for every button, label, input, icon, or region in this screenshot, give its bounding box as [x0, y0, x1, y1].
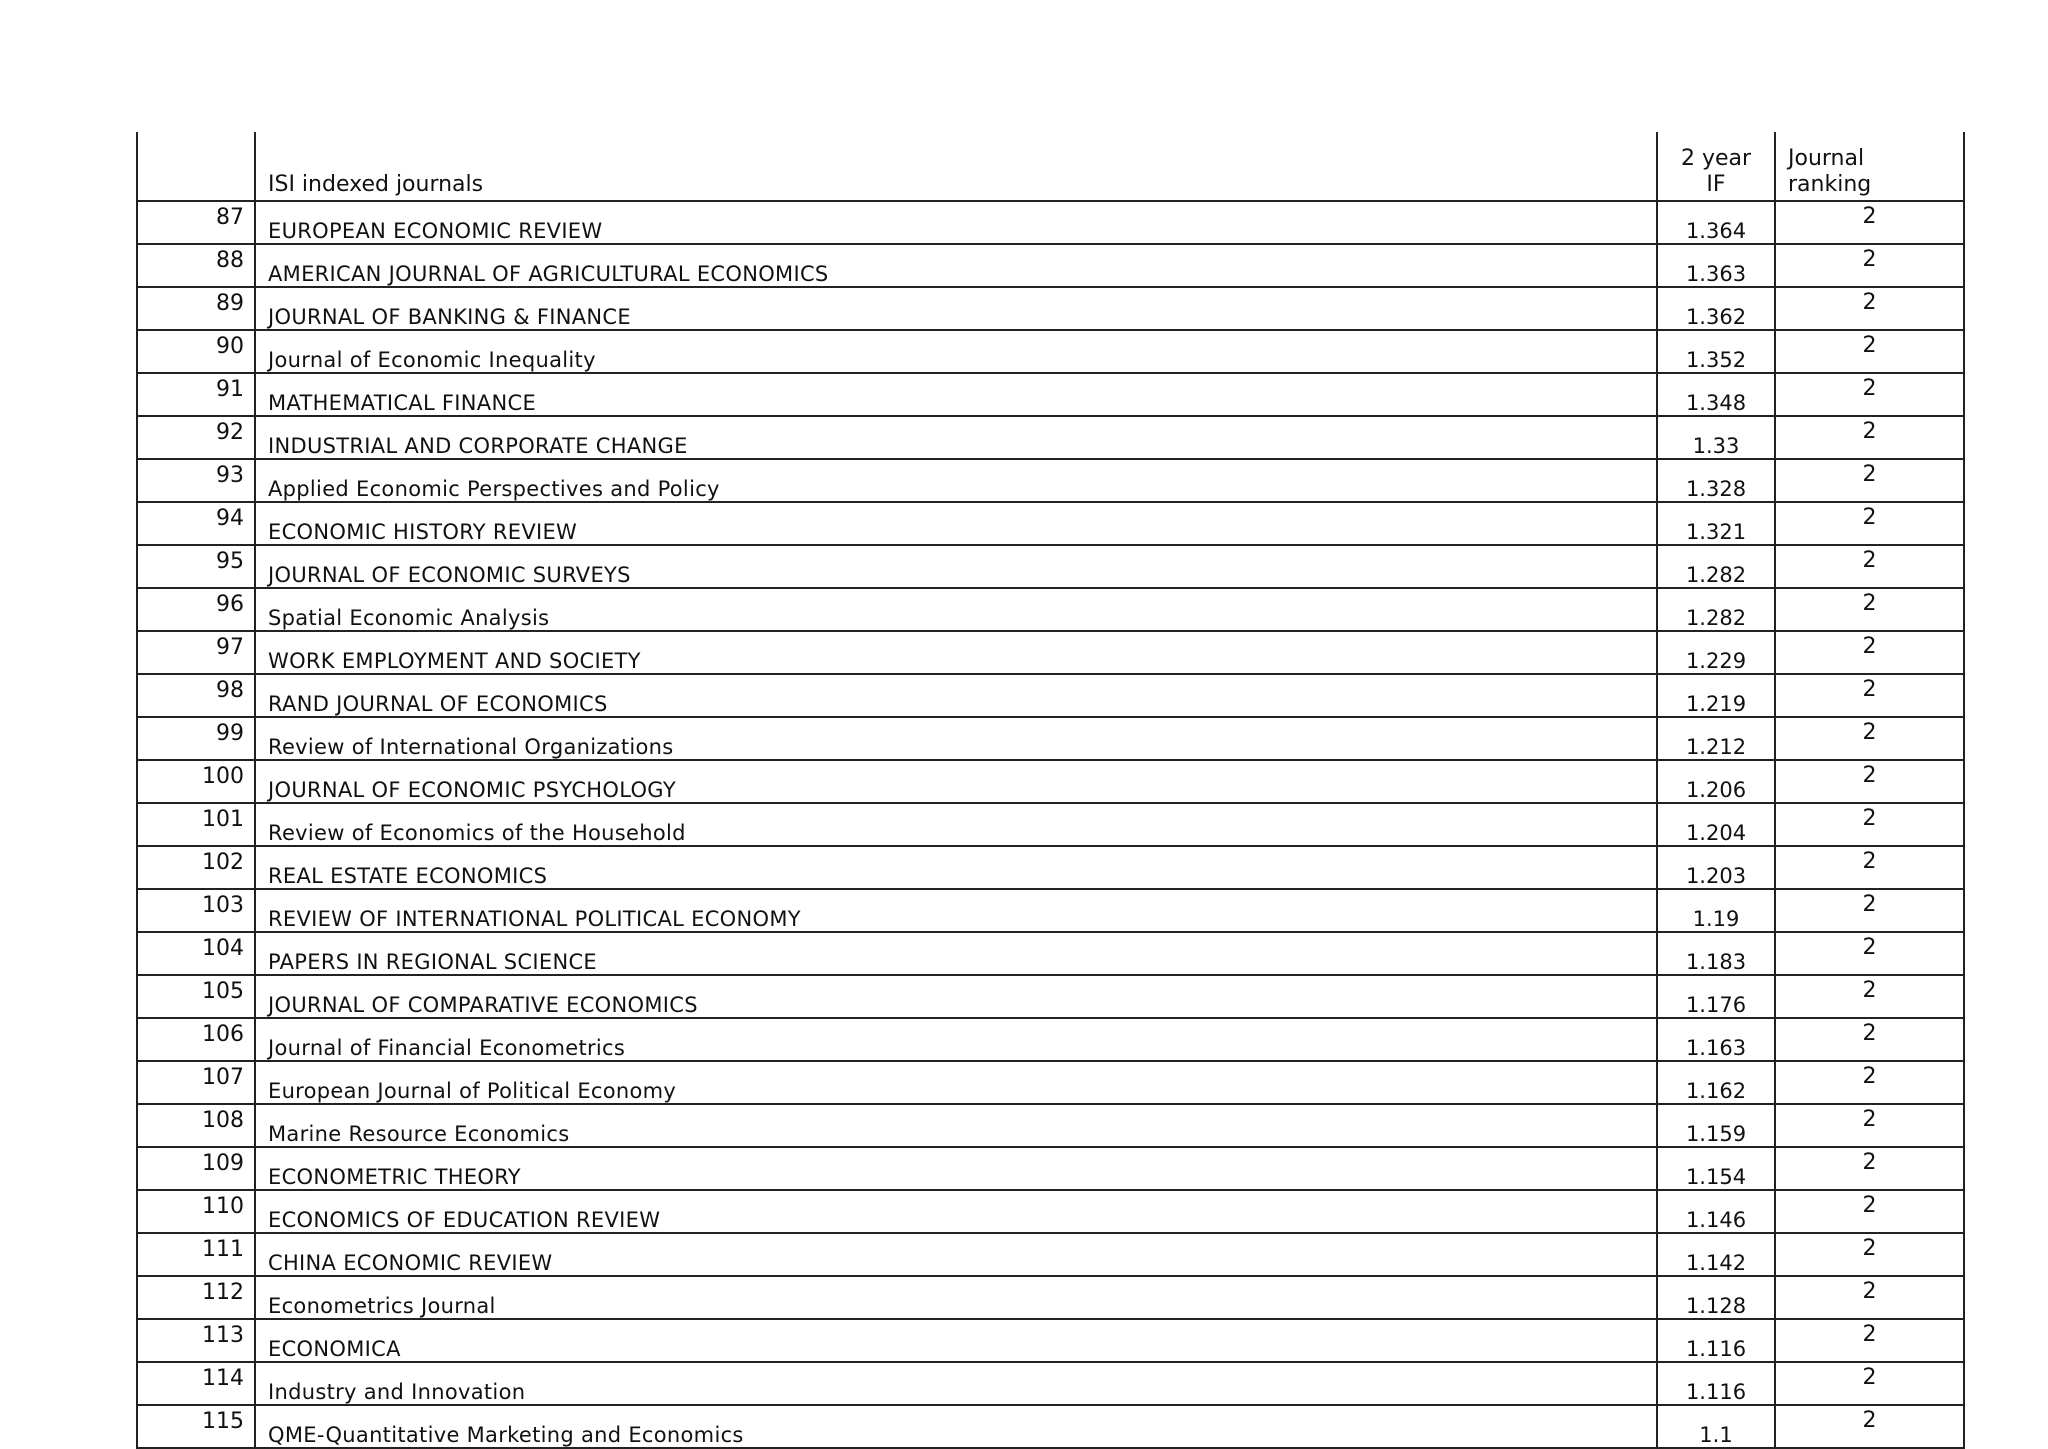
table-row [137, 803, 1964, 846]
journal-ranking-cell: 2 [1775, 1147, 1964, 1190]
impact-factor-cell: 1.116 [1657, 1319, 1775, 1362]
table-row [137, 545, 1964, 588]
impact-factor-cell: 1.204 [1657, 803, 1775, 846]
rank-cell: 93 [137, 459, 255, 502]
impact-factor-cell: 1.362 [1657, 287, 1775, 330]
journal-name-cell: REVIEW OF INTERNATIONAL POLITICAL ECONOMY [255, 889, 1657, 932]
impact-factor-cell: 1.321 [1657, 502, 1775, 545]
header-journal-ranking-line1: Journal [1788, 146, 1865, 171]
table-row [137, 975, 1964, 1018]
rank-cell: 102 [137, 846, 255, 889]
rank-cell: 89 [137, 287, 255, 330]
journal-ranking-cell: 2 [1775, 373, 1964, 416]
header-impact-factor-line1: 2 year [1680, 146, 1752, 171]
rank-cell: 108 [137, 1104, 255, 1147]
impact-factor-cell: 1.142 [1657, 1233, 1775, 1276]
impact-factor-cell: 1.33 [1657, 416, 1775, 459]
rank-cell: 92 [137, 416, 255, 459]
journal-name-cell: Applied Economic Perspectives and Policy [255, 459, 1657, 502]
table-row [137, 717, 1964, 760]
journal-name-cell: Spatial Economic Analysis [255, 588, 1657, 631]
table-row [137, 373, 1964, 416]
journal-ranking-cell: 2 [1775, 244, 1964, 287]
rank-cell: 103 [137, 889, 255, 932]
header-rank [137, 132, 255, 201]
journal-name-cell: PAPERS IN REGIONAL SCIENCE [255, 932, 1657, 975]
rank-cell: 101 [137, 803, 255, 846]
table-header [137, 132, 1964, 201]
journal-name-cell: QME-Quantitative Marketing and Economics [255, 1405, 1657, 1448]
rank-cell: 109 [137, 1147, 255, 1190]
journal-name-cell: INDUSTRIAL AND CORPORATE CHANGE [255, 416, 1657, 459]
journal-name-cell: Econometrics Journal [255, 1276, 1657, 1319]
table-row [137, 889, 1964, 932]
journal-name-cell: JOURNAL OF COMPARATIVE ECONOMICS [255, 975, 1657, 1018]
impact-factor-cell: 1.219 [1657, 674, 1775, 717]
impact-factor-cell: 1.348 [1657, 373, 1775, 416]
table-row [137, 502, 1964, 545]
table-row [137, 1147, 1964, 1190]
journal-ranking-cell: 2 [1775, 545, 1964, 588]
rank-cell: 111 [137, 1233, 255, 1276]
journal-ranking-cell: 2 [1775, 416, 1964, 459]
journal-name-cell: Journal of Financial Econometrics [255, 1018, 1657, 1061]
impact-factor-cell: 1.206 [1657, 760, 1775, 803]
table-row [137, 1104, 1964, 1147]
journal-name-cell: Industry and Innovation [255, 1362, 1657, 1405]
rank-cell: 100 [137, 760, 255, 803]
table-row [137, 244, 1964, 287]
journal-ranking-cell: 2 [1775, 502, 1964, 545]
journal-ranking-cell: 2 [1775, 1405, 1964, 1448]
impact-factor-cell: 1.212 [1657, 717, 1775, 760]
journal-ranking-cell: 2 [1775, 287, 1964, 330]
journal-ranking-cell: 2 [1775, 1276, 1964, 1319]
journal-name-cell: CHINA ECONOMIC REVIEW [255, 1233, 1657, 1276]
table-row [137, 1233, 1964, 1276]
rank-cell: 110 [137, 1190, 255, 1233]
journal-ranking-cell: 2 [1775, 1018, 1964, 1061]
impact-factor-cell: 1.1 [1657, 1405, 1775, 1448]
table-row [137, 1319, 1964, 1362]
journal-name-cell: JOURNAL OF BANKING & FINANCE [255, 287, 1657, 330]
impact-factor-cell: 1.203 [1657, 846, 1775, 889]
header-row [137, 132, 1964, 201]
journal-name-cell: ECONOMIC HISTORY REVIEW [255, 502, 1657, 545]
rank-cell: 106 [137, 1018, 255, 1061]
rank-cell: 88 [137, 244, 255, 287]
rank-cell: 94 [137, 502, 255, 545]
impact-factor-cell: 1.282 [1657, 545, 1775, 588]
journal-ranking-cell: 2 [1775, 1104, 1964, 1147]
journal-ranking-cell: 2 [1775, 459, 1964, 502]
journal-ranking-cell: 2 [1775, 932, 1964, 975]
table-row [137, 1405, 1964, 1448]
journal-ranking-cell: 2 [1775, 760, 1964, 803]
journal-ranking-table [136, 132, 1965, 1449]
rank-cell: 112 [137, 1276, 255, 1319]
impact-factor-cell: 1.154 [1657, 1147, 1775, 1190]
rank-cell: 98 [137, 674, 255, 717]
journal-name-cell: REAL ESTATE ECONOMICS [255, 846, 1657, 889]
journal-name-cell: European Journal of Political Economy [255, 1061, 1657, 1104]
impact-factor-cell: 1.176 [1657, 975, 1775, 1018]
journal-ranking-cell: 2 [1775, 674, 1964, 717]
header-impact-factor-line2: IF [1706, 172, 1726, 197]
header-impact-factor [1657, 132, 1775, 201]
table-row [137, 588, 1964, 631]
journal-ranking-cell: 2 [1775, 1233, 1964, 1276]
impact-factor-cell: 1.363 [1657, 244, 1775, 287]
header-journal: ISI indexed journals [255, 132, 1657, 201]
header-journal-ranking-line2: ranking [1788, 172, 1872, 197]
impact-factor-cell: 1.159 [1657, 1104, 1775, 1147]
table-row [137, 1190, 1964, 1233]
journal-ranking-cell: 2 [1775, 1190, 1964, 1233]
impact-factor-cell: 1.352 [1657, 330, 1775, 373]
journal-name-cell: Marine Resource Economics [255, 1104, 1657, 1147]
journal-name-cell: WORK EMPLOYMENT AND SOCIETY [255, 631, 1657, 674]
journal-ranking-cell: 2 [1775, 846, 1964, 889]
journal-name-cell: Review of International Organizations [255, 717, 1657, 760]
journal-name-cell: ECONOMETRIC THEORY [255, 1147, 1657, 1190]
rank-cell: 91 [137, 373, 255, 416]
journal-ranking-cell: 2 [1775, 631, 1964, 674]
impact-factor-cell: 1.183 [1657, 932, 1775, 975]
table-row [137, 1018, 1964, 1061]
impact-factor-cell: 1.163 [1657, 1018, 1775, 1061]
impact-factor-cell: 1.146 [1657, 1190, 1775, 1233]
journal-ranking-cell: 2 [1775, 889, 1964, 932]
rank-cell: 114 [137, 1362, 255, 1405]
table-row [137, 760, 1964, 803]
journal-name-cell: EUROPEAN ECONOMIC REVIEW [255, 201, 1657, 244]
impact-factor-cell: 1.116 [1657, 1362, 1775, 1405]
journal-name-cell: ECONOMICS OF EDUCATION REVIEW [255, 1190, 1657, 1233]
rank-cell: 113 [137, 1319, 255, 1362]
journal-name-cell: JOURNAL OF ECONOMIC PSYCHOLOGY [255, 760, 1657, 803]
table-row [137, 1276, 1964, 1319]
impact-factor-cell: 1.282 [1657, 588, 1775, 631]
journal-ranking-cell: 2 [1775, 1362, 1964, 1405]
journal-ranking-cell: 2 [1775, 1061, 1964, 1104]
table-row [137, 674, 1964, 717]
rank-cell: 95 [137, 545, 255, 588]
journal-ranking-cell: 2 [1775, 330, 1964, 373]
journal-ranking-cell: 2 [1775, 717, 1964, 760]
impact-factor-cell: 1.364 [1657, 201, 1775, 244]
impact-factor-cell: 1.229 [1657, 631, 1775, 674]
table-row [137, 416, 1964, 459]
table-row [137, 846, 1964, 889]
rank-cell: 96 [137, 588, 255, 631]
journal-ranking-cell: 2 [1775, 201, 1964, 244]
journal-name-cell: MATHEMATICAL FINANCE [255, 373, 1657, 416]
table-row [137, 201, 1964, 244]
table-row [137, 459, 1964, 502]
table-row [137, 1061, 1964, 1104]
table-body [137, 201, 1964, 1448]
journal-ranking-cell: 2 [1775, 588, 1964, 631]
journal-name-cell: Review of Economics of the Household [255, 803, 1657, 846]
table-row [137, 631, 1964, 674]
rank-cell: 97 [137, 631, 255, 674]
rank-cell: 104 [137, 932, 255, 975]
impact-factor-cell: 1.128 [1657, 1276, 1775, 1319]
table-row [137, 330, 1964, 373]
rank-cell: 99 [137, 717, 255, 760]
journal-name-cell: JOURNAL OF ECONOMIC SURVEYS [255, 545, 1657, 588]
table-row [137, 932, 1964, 975]
rank-cell: 90 [137, 330, 255, 373]
impact-factor-cell: 1.162 [1657, 1061, 1775, 1104]
impact-factor-cell: 1.328 [1657, 459, 1775, 502]
journal-ranking-cell: 2 [1775, 975, 1964, 1018]
journal-name-cell: RAND JOURNAL OF ECONOMICS [255, 674, 1657, 717]
journal-name-cell: Journal of Economic Inequality [255, 330, 1657, 373]
header-journal-ranking [1775, 132, 1964, 201]
table-row [137, 287, 1964, 330]
journal-ranking-cell: 2 [1775, 803, 1964, 846]
rank-cell: 87 [137, 201, 255, 244]
journal-ranking-cell: 2 [1775, 1319, 1964, 1362]
impact-factor-cell: 1.19 [1657, 889, 1775, 932]
table-row [137, 1362, 1964, 1405]
rank-cell: 115 [137, 1405, 255, 1448]
journal-name-cell: ECONOMICA [255, 1319, 1657, 1362]
rank-cell: 107 [137, 1061, 255, 1104]
journal-name-cell: AMERICAN JOURNAL OF AGRICULTURAL ECONOMICS [255, 244, 1657, 287]
rank-cell: 105 [137, 975, 255, 1018]
